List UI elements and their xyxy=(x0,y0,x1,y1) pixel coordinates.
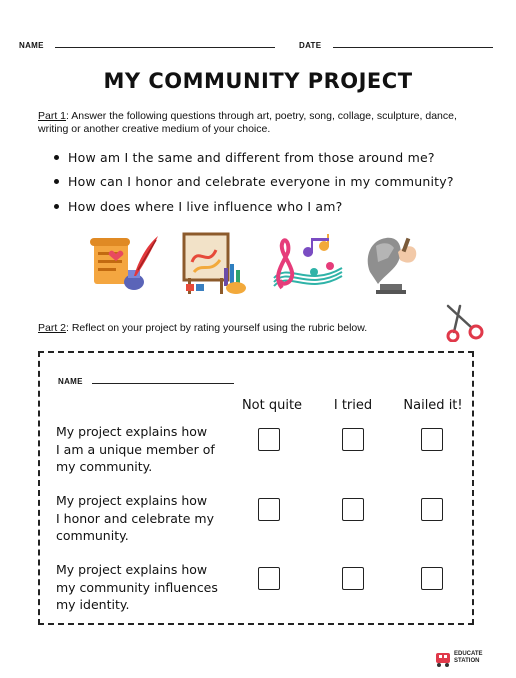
rubric-row-2-text: My project explains how I honor and celebrate my community. xyxy=(56,493,215,543)
date-line[interactable] xyxy=(333,47,493,48)
question-item: How can I honor and celebrate everyone in my community? xyxy=(68,174,454,189)
checkbox-row2-not-quite[interactable] xyxy=(258,498,280,521)
part2-text: : Reflect on your project by rating yourself using the rubric below. xyxy=(66,322,368,334)
train-icon xyxy=(434,650,452,668)
question-list xyxy=(68,150,508,220)
rubric-row-3-text: My project explains how my community influences my identity. xyxy=(56,562,218,612)
part2-instructions xyxy=(38,322,438,335)
date-label: DATE xyxy=(299,41,322,50)
rubric-name-line[interactable] xyxy=(92,383,234,384)
column-header-nailed-it: Nailed it! xyxy=(403,398,463,413)
logo-text-line2: STATION xyxy=(454,658,480,664)
checkbox-row2-nailed-it[interactable] xyxy=(421,498,443,521)
sculpture-bust-icon xyxy=(360,232,422,296)
page-title: MY COMMUNITY PROJECT xyxy=(103,69,413,93)
scroll-quill-icon xyxy=(88,232,160,296)
educate-station-logo xyxy=(434,648,498,670)
column-header-not-quite: Not quite xyxy=(241,398,303,413)
checkbox-row3-i-tried[interactable] xyxy=(342,567,364,590)
logo-text-line1: EDUCATE xyxy=(454,651,483,657)
easel-palette-icon xyxy=(180,232,250,296)
checkbox-row1-not-quite[interactable] xyxy=(258,428,280,451)
column-header-i-tried: I tried xyxy=(333,398,373,413)
question-item: How does where I live influence who I am? xyxy=(68,199,342,214)
rubric-row-1-text: My project explains how I am a unique member of my community. xyxy=(56,424,215,474)
checkbox-row3-not-quite[interactable] xyxy=(258,567,280,590)
part1-text: : Answer the following questions through art, poetry, song, collage, sculpture, dance, writing or another creative medium of your choice. xyxy=(38,110,457,135)
rubric-name-label: NAME xyxy=(58,377,83,386)
music-notes-icon xyxy=(268,232,346,296)
checkbox-row1-i-tried[interactable] xyxy=(342,428,364,451)
rubric-box xyxy=(38,351,474,625)
question-item: How am I the same and different from those around me? xyxy=(68,150,435,165)
checkbox-row1-nailed-it[interactable] xyxy=(421,428,443,451)
checkbox-row2-i-tried[interactable] xyxy=(342,498,364,521)
scissors-icon xyxy=(444,304,486,342)
name-label: NAME xyxy=(19,41,44,50)
part1-label: Part 1 xyxy=(38,110,67,122)
part2-label: Part 2 xyxy=(38,322,67,334)
checkbox-row3-nailed-it[interactable] xyxy=(421,567,443,590)
part1-instructions xyxy=(38,110,478,136)
name-line[interactable] xyxy=(55,47,275,48)
